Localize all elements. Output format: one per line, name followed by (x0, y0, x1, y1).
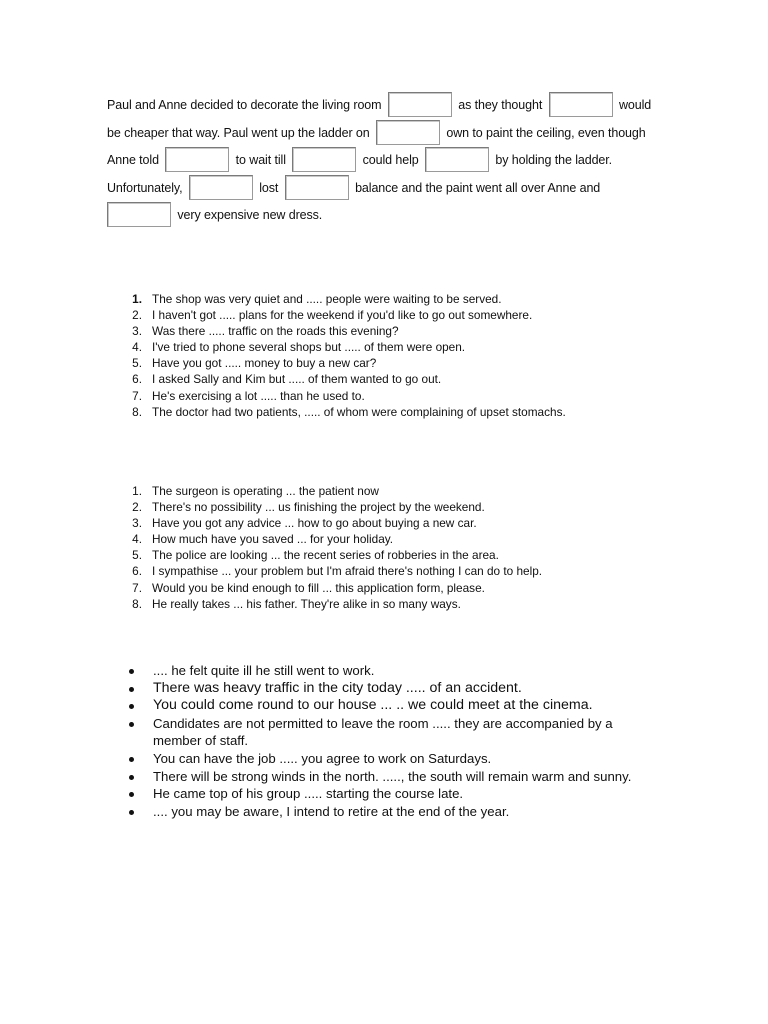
cloze-line-1 (107, 92, 667, 120)
bullet-icon (129, 792, 134, 797)
bullet-icon (129, 775, 134, 780)
item-number: 8. (132, 404, 142, 419)
item-text: There's no possibility ... us finishing the project by the weekend. (152, 500, 485, 515)
list-item (126, 768, 646, 786)
item-text: He came top of his group ..... starting the course late. (153, 786, 464, 802)
cloze-text: Unfortunately, (107, 180, 183, 195)
blank-input-8[interactable] (285, 175, 349, 200)
list-item (126, 388, 686, 404)
cloze-line-5 (107, 202, 667, 230)
cloze-line-3 (107, 147, 667, 175)
list-item (126, 515, 686, 531)
list-item (126, 355, 686, 371)
item-text: I asked Sally and Kim but ..... of them wanted to go out. (152, 372, 442, 387)
bullet-icon (129, 810, 134, 815)
item-text: Was there ..... traffic on the roads this evening? (152, 324, 399, 339)
cloze-line-4 (107, 175, 667, 203)
linker-exercise-list (126, 662, 646, 820)
item-text: I've tried to phone several shops but ..... of them were open. (152, 340, 466, 355)
item-number: 6. (132, 564, 142, 579)
item-number: 3. (132, 324, 142, 339)
blank-input-9[interactable] (107, 202, 171, 227)
list-item (126, 803, 646, 821)
item-text: He really takes ... his father. They're alike in so many ways. (152, 596, 461, 611)
list-item (126, 697, 646, 715)
cloze-text: to wait till (235, 153, 286, 167)
list-item (126, 499, 686, 515)
item-number: 8. (132, 596, 142, 611)
item-text: Have you got any advice ... how to go about buying a new car. (152, 516, 477, 531)
list-item (126, 596, 686, 612)
item-text: I haven't got ..... plans for the weekend if you'd like to go out somewhere. (152, 308, 533, 323)
item-number: 1. (132, 292, 142, 306)
item-text: There was heavy traffic in the city today ..... of an accident. (153, 679, 522, 696)
cloze-text: as they thought (458, 98, 543, 112)
list-item (126, 563, 686, 579)
item-text: I sympathise ... your problem but I'm afraid there's nothing I can do to help. (152, 564, 543, 579)
item-text: The surgeon is operating ... the patient now (152, 484, 379, 498)
quantifier-exercise-list (126, 291, 686, 420)
item-text: The police are looking ... the recent series of robberies in the area. (152, 548, 499, 563)
item-number: 2. (132, 500, 142, 515)
list-item (126, 307, 686, 323)
blank-input-7[interactable] (189, 175, 253, 200)
bullet-icon (129, 687, 134, 692)
list-item (126, 662, 646, 680)
cloze-text: lost (259, 180, 279, 195)
cloze-text: would (618, 98, 652, 112)
item-text: The shop was very quiet and ..... people were waiting to be served. (152, 292, 502, 306)
list-item (126, 680, 646, 698)
list-item (126, 785, 646, 803)
cloze-text: own to paint the ceiling, even though (446, 125, 646, 140)
list-item (126, 750, 646, 768)
item-number: 4. (132, 532, 142, 547)
list-item (126, 371, 686, 387)
list-item (126, 531, 686, 547)
item-text: You could come round to our house ... .. we could meet at the cinema. (153, 697, 593, 714)
item-number: 1. (132, 484, 142, 498)
blank-input-4[interactable] (165, 147, 229, 172)
item-text: The doctor had two patients, ..... of whom were complaining of upset stomachs. (152, 404, 566, 419)
item-number: 2. (132, 308, 142, 323)
bullet-icon (129, 704, 134, 709)
cloze-text: be cheaper that way. Paul went up the ladder on (107, 125, 370, 140)
item-text: Would you be kind enough to fill ... this application form, please. (152, 580, 485, 595)
item-text: There will be strong winds in the north. ....., the south will remain warm and sunny. (153, 768, 632, 784)
blank-input-2[interactable] (549, 92, 613, 117)
list-item (126, 291, 686, 307)
blank-input-1[interactable] (388, 92, 452, 117)
item-text: .... he felt quite ill he still went to work. (153, 663, 375, 678)
list-item (126, 580, 686, 596)
item-text: How much have you saved ... for your holiday. (152, 532, 394, 547)
list-item (126, 715, 646, 750)
item-text: .... you may be aware, I intend to retire at the end of the year. (153, 803, 510, 819)
bullet-icon (129, 722, 134, 727)
list-item (126, 547, 686, 563)
item-number: 7. (132, 388, 142, 403)
list-item (126, 339, 686, 355)
preposition-exercise-list (126, 483, 686, 612)
cloze-text: balance and the paint went all over Anne and (355, 180, 601, 195)
item-text: He's exercising a lot ..... than he used to. (152, 388, 365, 403)
list-item (126, 323, 686, 339)
item-text: Have you got ..... money to buy a new car? (152, 356, 377, 371)
item-number: 7. (132, 580, 142, 595)
bullet-icon (129, 669, 134, 674)
list-item (126, 483, 686, 499)
item-text: You can have the job ..... you agree to work on Saturdays. (153, 750, 492, 766)
item-number: 4. (132, 340, 142, 355)
blank-input-6[interactable] (425, 147, 489, 172)
cloze-text: Paul and Anne decided to decorate the living room (107, 98, 382, 112)
cloze-text: Anne told (107, 153, 159, 167)
bullet-icon (129, 757, 134, 762)
blank-input-5[interactable] (292, 147, 356, 172)
item-number: 3. (132, 516, 142, 531)
blank-input-3[interactable] (376, 120, 440, 145)
list-item (126, 404, 686, 420)
cloze-paragraph (107, 92, 667, 230)
cloze-text: by holding the ladder. (495, 153, 613, 167)
cloze-line-2 (107, 120, 667, 148)
cloze-text: very expensive new dress. (177, 208, 323, 222)
item-number: 5. (132, 548, 142, 563)
item-number: 6. (132, 372, 142, 387)
item-number: 5. (132, 356, 142, 371)
cloze-text: could help (362, 153, 419, 167)
item-text: Candidates are not permitted to leave the room ..... they are accompanied by a member of staff. (153, 715, 613, 749)
